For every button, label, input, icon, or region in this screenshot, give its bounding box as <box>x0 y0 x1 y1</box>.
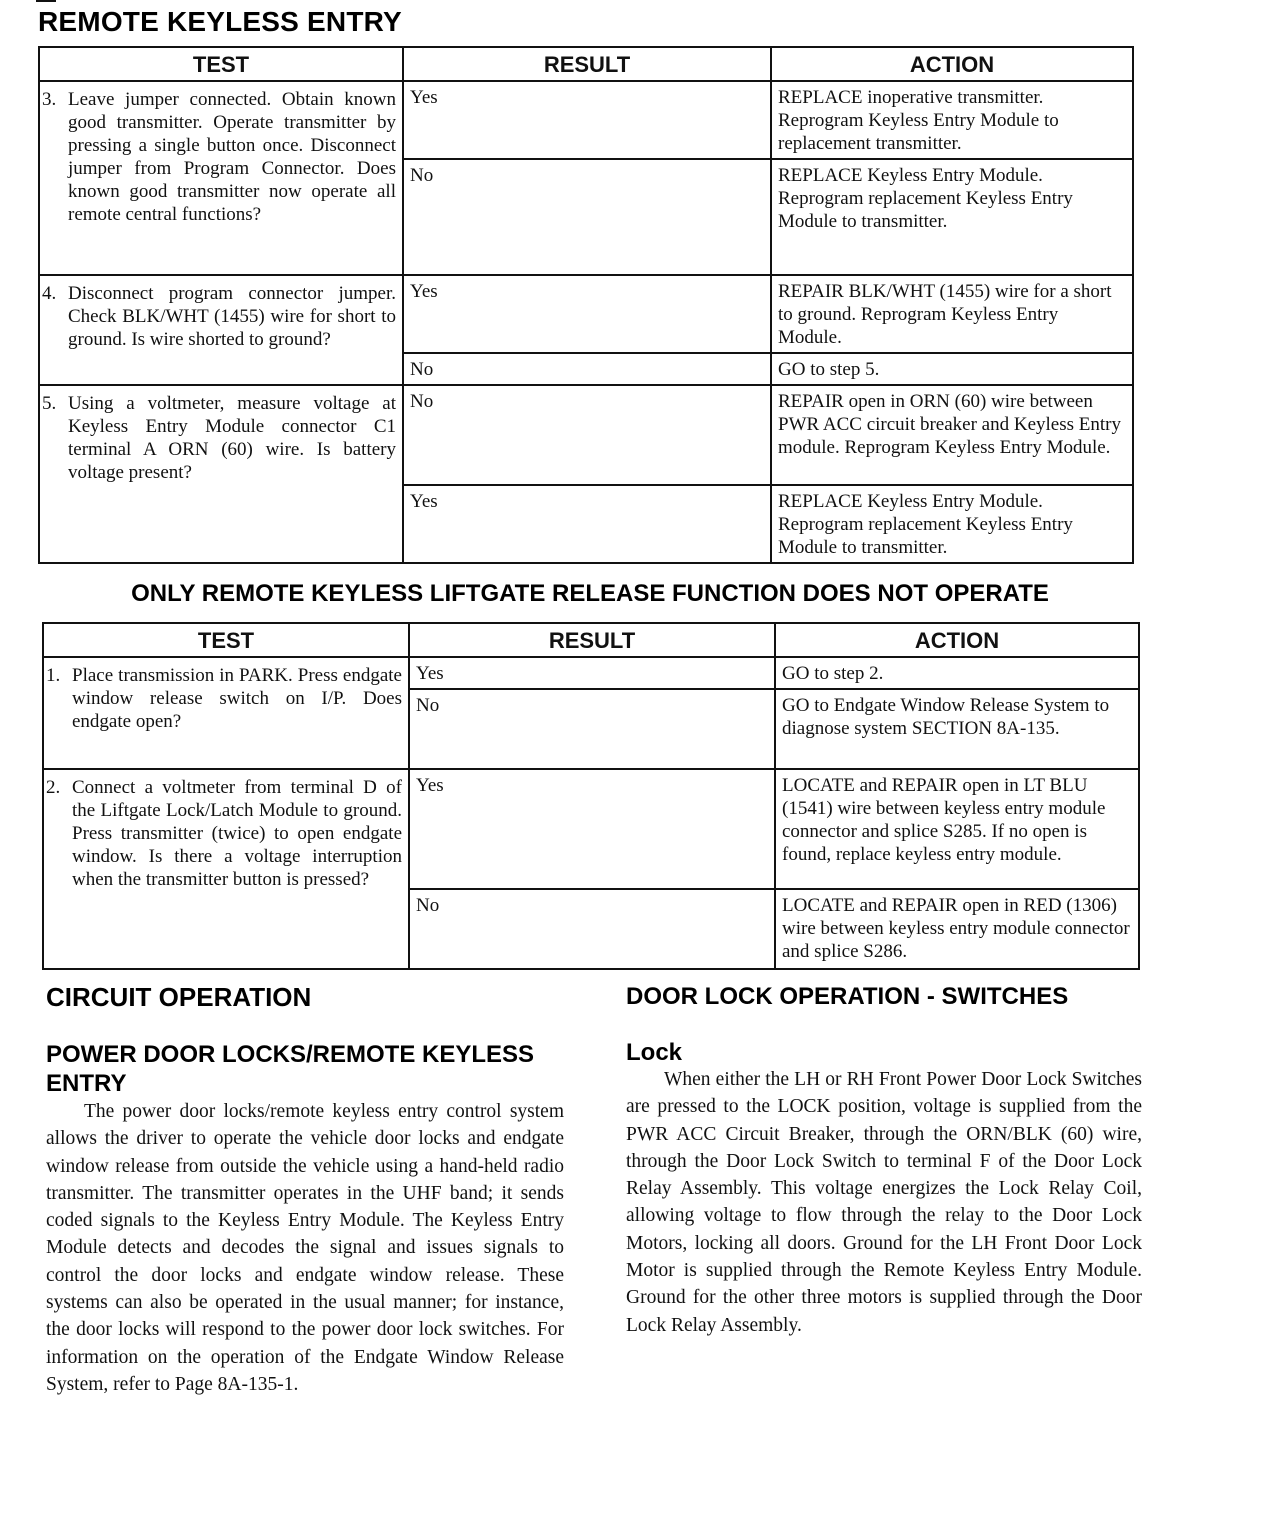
result-cell: Yes <box>403 81 771 159</box>
lock-subheading: Lock <box>626 1039 683 1066</box>
step-description: Leave jumper connected. Obtain known good transmitter. Operate transmitter by pressing a single button once. Disconnect jumper from Program Connector. Does known good transmitter now operate all remote central functions? <box>68 89 396 225</box>
diagnostic-table-liftgate-release <box>42 622 1140 970</box>
action-cell: REPAIR open in ORN (60) wire between PWR ACC circuit breaker and Keyless Entry module. Reprogram Keyless Entry Module. <box>771 385 1133 485</box>
column-header-test: TEST <box>39 47 403 81</box>
test-cell-step-1 <box>43 657 409 769</box>
action-cell: REPLACE Keyless Entry Module. Reprogram replacement Keyless Entry Module to transmitter. <box>771 485 1133 563</box>
section-title-remote-keyless-entry: REMOTE KEYLESS ENTRY <box>38 6 402 37</box>
circuit-operation-heading: CIRCUIT OPERATION <box>46 982 312 1012</box>
table-row <box>43 657 1139 689</box>
action-cell: LOCATE and REPAIR open in LT BLU (1541) wire between keyless entry module connector and splice S285. If no open is found, replace keyless entry module. <box>775 769 1139 889</box>
result-cell: Yes <box>409 769 775 889</box>
step-description: Disconnect program connector jumper. Check BLK/WHT (1455) wire for short to ground. Is wire shorted to ground? <box>68 283 396 350</box>
action-cell: LOCATE and REPAIR open in RED (1306) wire between keyless entry module connector and splice S286. <box>775 889 1139 969</box>
step-number: 2. <box>46 777 61 798</box>
column-header-action: ACTION <box>775 623 1139 657</box>
step-number: 3. <box>42 89 57 110</box>
door-lock-operation-heading: DOOR LOCK OPERATION - SWITCHES <box>626 983 1069 1010</box>
result-cell: No <box>409 889 775 969</box>
step-number: 4. <box>42 283 57 304</box>
table-row <box>39 275 1133 353</box>
action-cell: GO to step 5. <box>771 353 1133 385</box>
table-row <box>43 769 1139 889</box>
action-cell: REPAIR BLK/WHT (1455) wire for a short to ground. Reprogram Keyless Entry Module. <box>771 275 1133 353</box>
page-corner-mark <box>36 0 56 2</box>
action-cell: GO to step 2. <box>775 657 1139 689</box>
step-description: Place transmission in PARK. Press endgate window release switch on I/P. Does endgate open? <box>72 665 402 732</box>
section-title-liftgate-release: ONLY REMOTE KEYLESS LIFTGATE RELEASE FUNCTION DOES NOT OPERATE <box>131 580 1049 607</box>
result-cell: Yes <box>403 485 771 563</box>
test-cell-step-3 <box>39 81 403 275</box>
result-cell: Yes <box>403 275 771 353</box>
column-header-test: TEST <box>43 623 409 657</box>
test-cell-step-2 <box>43 769 409 969</box>
test-cell-step-4 <box>39 275 403 385</box>
table-header-row <box>39 47 1133 81</box>
result-cell: Yes <box>409 657 775 689</box>
step-number: 1. <box>46 665 61 686</box>
column-header-result: RESULT <box>403 47 771 81</box>
table-row <box>39 81 1133 159</box>
action-cell: REPLACE inoperative transmitter. Reprogram Keyless Entry Module to replacement transmitter. <box>771 81 1133 159</box>
result-cell: No <box>403 159 771 275</box>
action-cell: GO to Endgate Window Release System to diagnose system SECTION 8A-135. <box>775 689 1139 769</box>
diagnostic-table-remote-keyless-entry <box>38 46 1134 564</box>
result-cell: No <box>409 689 775 769</box>
column-header-action: ACTION <box>771 47 1133 81</box>
table-header-row <box>43 623 1139 657</box>
step-description: Connect a voltmeter from terminal D of the Liftgate Lock/Latch Module to ground. Press transmitter (twice) to open endgate window. Is there a voltage interruption when the transmitter button is pressed? <box>72 777 402 890</box>
result-cell: No <box>403 385 771 485</box>
column-header-result: RESULT <box>409 623 775 657</box>
test-cell-step-5 <box>39 385 403 563</box>
circuit-operation-paragraph: The power door locks/remote keyless entry control system allows the driver to operate the vehicle door locks and endgate window release from outside the vehicle using a hand-held radio transmitter. The transmitter operates in the UHF band; it sends coded signals to the Keyless Entry Module. The Keyless Entry Module detects and decodes the signal and issues signals to control the door locks and endgate window release. These systems can also be operated in the usual manner; for instance, the door locks will respond to the power door lock switches. For information on the operation of the Endgate Window Release System, refer to Page 8A-135-1. <box>46 1101 564 1395</box>
step-number: 5. <box>42 393 57 414</box>
door-lock-operation-paragraph: When either the LH or RH Front Power Door Lock Switches are pressed to the LOCK position, voltage is supplied from the PWR ACC Circuit Breaker, through the ORN/BLK (60) wire, through the Door Lock Switch to terminal F of the Door Lock Relay Assembly. This voltage energizes the Lock Relay Coil, allowing voltage to flow through the relay to the Door Lock Motors, locking all doors. Ground for the LH Front Door Lock Motor is supplied through the Remote Keyless Entry Module. Ground for the other three motors is supplied through the Door Lock Relay Assembly. <box>626 1069 1142 1336</box>
result-cell: No <box>403 353 771 385</box>
step-description: Using a voltmeter, measure voltage at Keyless Entry Module connector C1 terminal A ORN (60) wire. Is battery voltage present? <box>68 393 396 483</box>
table-row <box>39 385 1133 485</box>
power-door-locks-subheading: POWER DOOR LOCKS/REMOTE KEYLESS ENTRY <box>46 1041 535 1097</box>
action-cell: REPLACE Keyless Entry Module. Reprogram replacement Keyless Entry Module to transmitter. <box>771 159 1133 275</box>
